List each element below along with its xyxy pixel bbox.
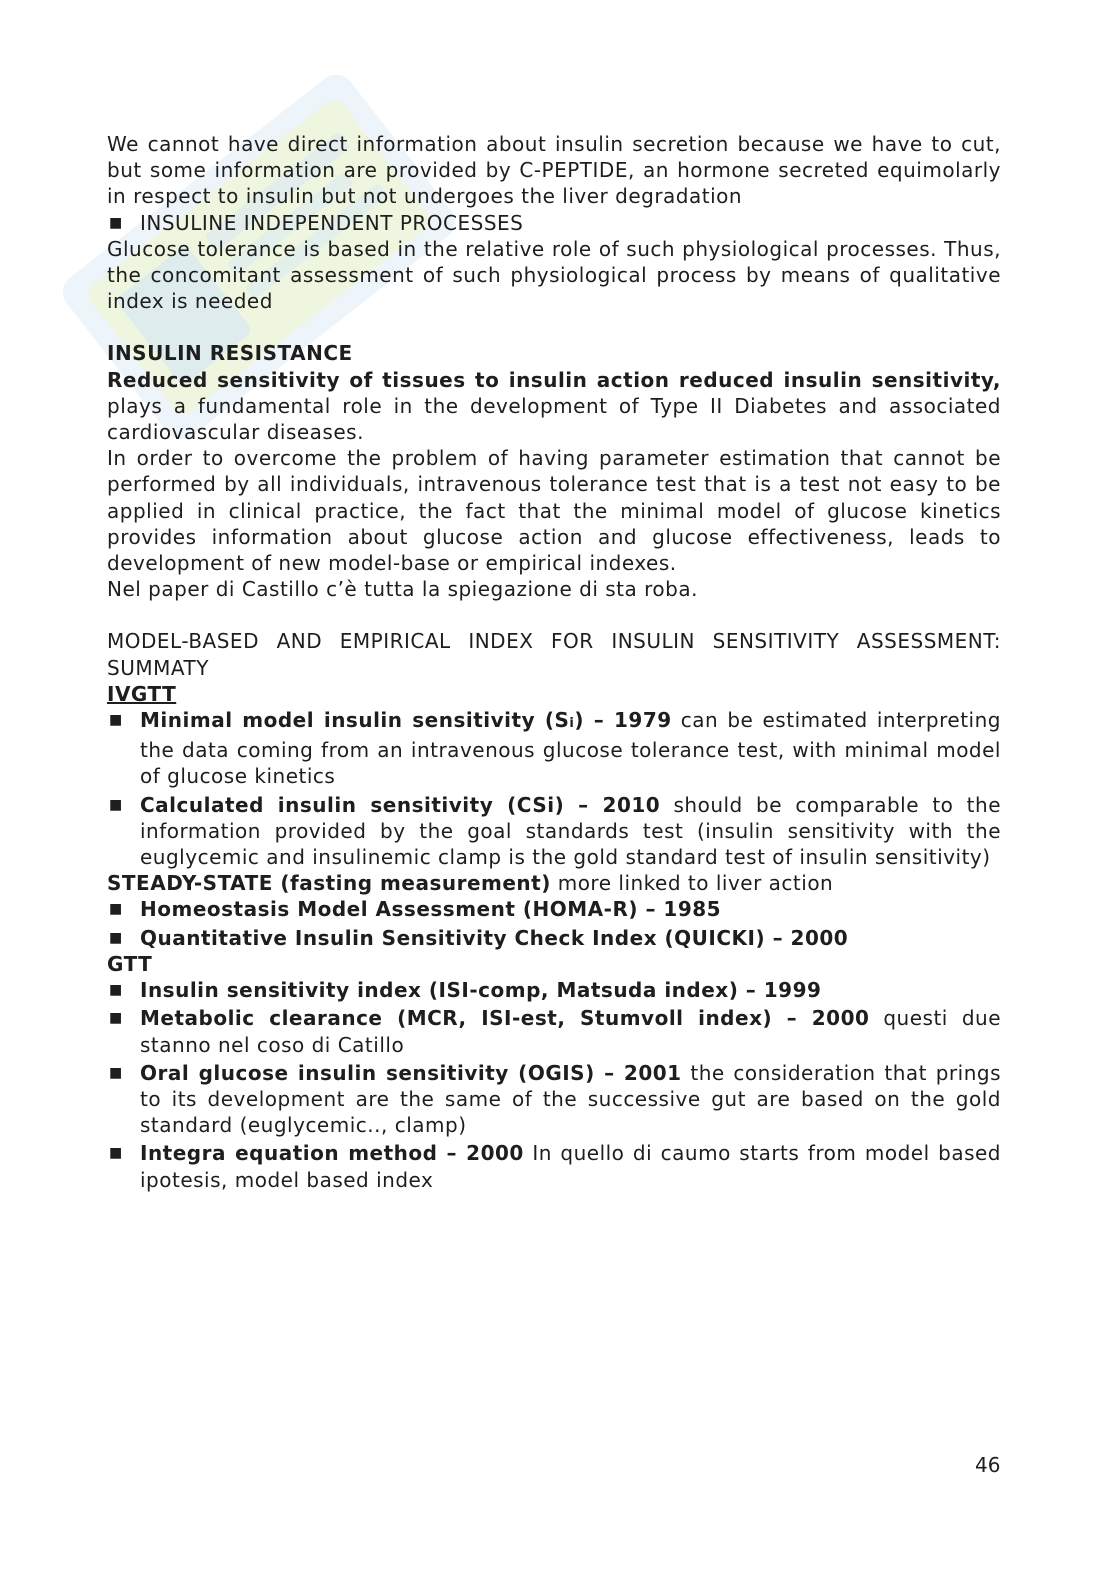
square-bullet-icon: ■ xyxy=(109,1145,123,1162)
list-item: ■ Minimal model insulin sensitivity (Si) – 1979 can be estimated interpreting the data coming from an intravenous glucose tolerance test, with minimal model of glucose kinetics xyxy=(109,708,1001,789)
list-item: ■ Quantitative Insulin Sensitivity Check Index (QUICKI) – 2000 xyxy=(109,925,849,950)
square-bullet-icon: ■ xyxy=(109,1010,123,1027)
summary-heading: MODEL-BASED AND EMPIRICAL INDEX FOR INSULIN SENSITIVITY ASSESSMENT: SUMMATY xyxy=(107,629,1001,680)
square-bullet-icon: ■ xyxy=(109,712,123,729)
square-bullet-icon: ■ xyxy=(109,982,123,999)
square-bullet-icon: ■ xyxy=(109,214,123,231)
section-heading: INSULIN RESISTANCE xyxy=(107,341,353,366)
list-item: ■ Metabolic clearance (MCR, ISI-est, Stumvoll index) – 2000 questi due stanno nel coso di Catillo xyxy=(109,1006,1001,1057)
list-item: ■ Oral glucose insulin sensitivity (OGIS) – 2001 the consideration that prings to its development are the same of the successive gut are based on the gold standard (euglycemic.., clamp) xyxy=(109,1060,1001,1138)
square-bullet-icon: ■ xyxy=(109,1064,123,1081)
resistance-paragraph-2: In order to overcome the problem of having parameter estimation that cannot be performed by all individuals, intravenous tolerance test that is a test not easy to be applied in clinical practice, the fact that the minimal model of glucose kinetics provides information about glucose action and glucose effectiveness, leads to development of new model-base or empirical indexes. xyxy=(107,446,1001,576)
intro-paragraph: We cannot have direct information about insulin secretion because we have to cut, but some information are provided by C-PEPTIDE, an hormone secreted equimolarly in respect to insulin but not undergoes the liver degradation xyxy=(107,132,1001,209)
glucose-tolerance-paragraph: Glucose tolerance is based in the relative role of such physiological processes. Thus, the concomitant assessment of such physiological process by means of qualitative index is needed xyxy=(107,236,1001,314)
square-bullet-icon: ■ xyxy=(109,929,123,946)
square-bullet-icon: ■ xyxy=(109,901,123,918)
list-item: ■ Homeostasis Model Assessment (HOMA-R) – 1985 xyxy=(109,897,722,922)
document-body xyxy=(107,131,1001,1193)
list-item: ■ Insulin sensitivity index (ISI-comp, Matsuda index) – 1999 xyxy=(109,978,822,1003)
resistance-note: Nel paper di Castillo c’è tutta la spiegazione di sta roba. xyxy=(107,577,698,602)
square-bullet-icon: ■ xyxy=(109,796,123,813)
gtt-label: GTT xyxy=(107,951,153,976)
list-item: ■ Calculated insulin sensitivity (CSi) – 2010 should be comparable to the information provided by the goal standards test (insulin sensitivity with the euglycemic and insulinemic clamp is the gold standard test of insulin sensitivity) xyxy=(109,792,1001,870)
page-number: 46 xyxy=(975,1453,1001,1477)
resistance-paragraph: Reduced sensitivity of tissues to insulin action reduced insulin sensitivity, plays a fundamental role in the development of Type II Diabetes and associated cardiovascular diseases. xyxy=(107,367,1001,445)
list-item: ■ Integra equation method – 2000 In quello di caumo starts from model based ipotesis, model based index xyxy=(109,1141,1001,1192)
list-item: ■ INSULINE INDEPENDENT PROCESSES xyxy=(109,210,524,235)
ivgtt-label: IVGTT xyxy=(107,681,177,706)
steady-state-label: STEADY-STATE (fasting measurement) more linked to liver action xyxy=(107,871,834,896)
